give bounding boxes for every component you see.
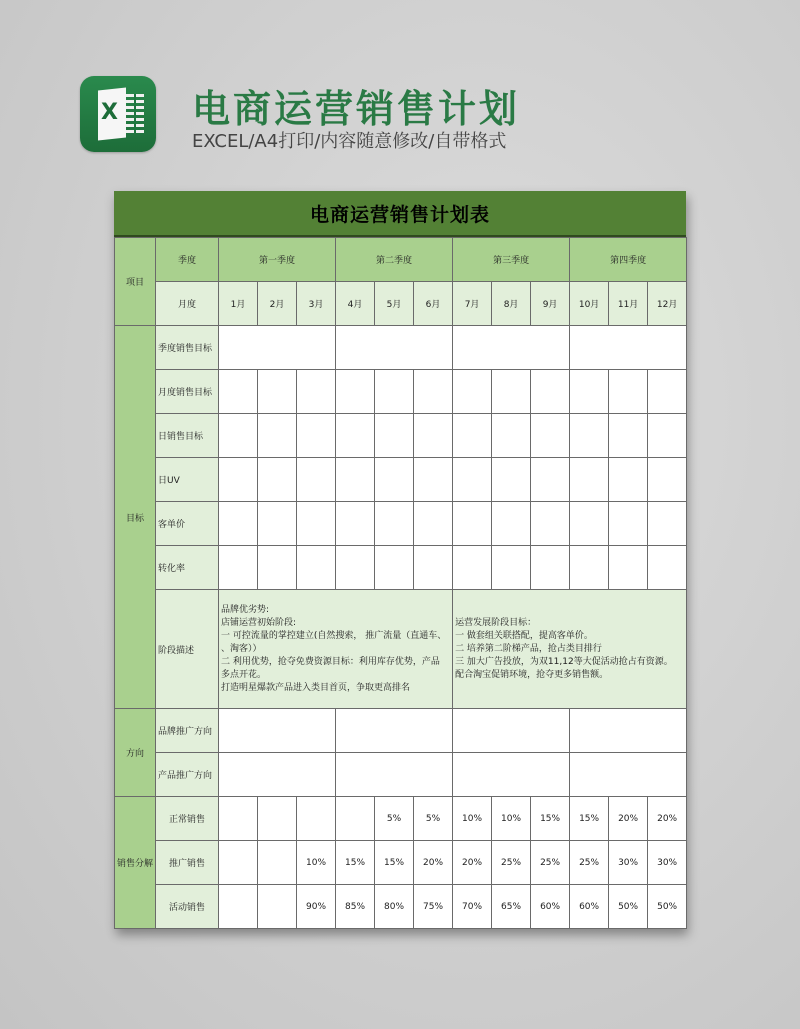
- input-cell[interactable]: [648, 546, 687, 590]
- stage-desc-first-half[interactable]: [219, 590, 453, 709]
- input-cell[interactable]: [219, 546, 258, 590]
- percent-cell[interactable]: 65%: [492, 885, 531, 929]
- excel-letter: X: [101, 100, 118, 125]
- input-cell[interactable]: [336, 414, 375, 458]
- input-cell[interactable]: [219, 753, 336, 797]
- input-cell[interactable]: [531, 502, 570, 546]
- desc-line: 运营发展阶段目标：: [455, 617, 537, 628]
- input-cell[interactable]: [219, 370, 258, 414]
- input-cell[interactable]: [453, 753, 570, 797]
- row-label: 客单价: [156, 502, 219, 546]
- row-label: 产品推广方向: [156, 753, 219, 797]
- input-cell[interactable]: [453, 546, 492, 590]
- percent-cell[interactable]: 25%: [492, 841, 531, 885]
- percent-cell[interactable]: [258, 885, 297, 929]
- input-cell[interactable]: [453, 709, 570, 753]
- input-cell[interactable]: [297, 414, 336, 458]
- input-cell[interactable]: [375, 458, 414, 502]
- percent-cell[interactable]: 50%: [648, 885, 687, 929]
- input-cell[interactable]: [609, 458, 648, 502]
- percent-cell[interactable]: 15%: [531, 797, 570, 841]
- input-cell[interactable]: [570, 709, 687, 753]
- percent-cell[interactable]: [336, 797, 375, 841]
- input-cell[interactable]: [258, 546, 297, 590]
- desc-line: 品牌优劣势:: [221, 604, 270, 615]
- input-cell[interactable]: [336, 546, 375, 590]
- input-cell[interactable]: [336, 370, 375, 414]
- input-cell[interactable]: [609, 370, 648, 414]
- percent-cell[interactable]: 25%: [531, 841, 570, 885]
- quarter-3-header: 第三季度: [453, 238, 570, 282]
- input-cell[interactable]: [258, 458, 297, 502]
- input-cell[interactable]: [570, 414, 609, 458]
- input-cell[interactable]: [375, 414, 414, 458]
- input-cell[interactable]: [258, 370, 297, 414]
- month-label: 月度: [156, 282, 219, 326]
- input-cell[interactable]: [219, 458, 258, 502]
- input-cell[interactable]: [570, 502, 609, 546]
- plan-table: [114, 237, 687, 929]
- input-cell[interactable]: [492, 502, 531, 546]
- percent-cell[interactable]: 20%: [414, 841, 453, 885]
- month-header: 3月: [297, 282, 336, 326]
- percent-cell[interactable]: 80%: [375, 885, 414, 929]
- percent-cell[interactable]: 60%: [570, 885, 609, 929]
- desc-line: 、淘客））: [221, 643, 262, 654]
- percent-cell[interactable]: [258, 797, 297, 841]
- input-cell[interactable]: [609, 502, 648, 546]
- row-label: 正常销售: [156, 797, 219, 841]
- input-cell[interactable]: [336, 709, 453, 753]
- row-label: 季度销售目标: [156, 326, 219, 370]
- input-cell[interactable]: [375, 502, 414, 546]
- input-cell[interactable]: [570, 546, 609, 590]
- month-header: 7月: [453, 282, 492, 326]
- percent-cell[interactable]: 30%: [609, 841, 648, 885]
- row-label: 活动销售: [156, 885, 219, 929]
- month-header: 5月: [375, 282, 414, 326]
- row-label: 月度销售目标: [156, 370, 219, 414]
- percent-cell[interactable]: 5%: [414, 797, 453, 841]
- month-header: 2月: [258, 282, 297, 326]
- input-cell[interactable]: [531, 414, 570, 458]
- percent-cell[interactable]: 20%: [609, 797, 648, 841]
- quarter-1-header: 第一季度: [219, 238, 336, 282]
- input-cell[interactable]: [570, 753, 687, 797]
- percent-cell[interactable]: 10%: [492, 797, 531, 841]
- percent-cell[interactable]: 5%: [375, 797, 414, 841]
- percent-cell[interactable]: 15%: [336, 841, 375, 885]
- percent-cell[interactable]: 10%: [453, 797, 492, 841]
- row-label: 推广销售: [156, 841, 219, 885]
- excel-grid-shape: [126, 94, 144, 134]
- input-cell[interactable]: [648, 458, 687, 502]
- input-cell[interactable]: [414, 458, 453, 502]
- percent-cell[interactable]: [297, 797, 336, 841]
- input-cell[interactable]: [375, 546, 414, 590]
- desc-line: 配合淘宝促销环境，抢夺更多销售额。: [455, 669, 609, 680]
- desc-line: 三 加大广告投放，为双11,12等大促活动抢占有资源。: [455, 656, 673, 667]
- input-cell[interactable]: [453, 326, 570, 370]
- section-breakdown-label: 销售分解: [115, 797, 156, 929]
- percent-cell[interactable]: 20%: [453, 841, 492, 885]
- input-cell[interactable]: [336, 458, 375, 502]
- desc-line: 二 培养第二阶梯产品，抢占类目排行: [455, 643, 602, 654]
- month-header: 10月: [570, 282, 609, 326]
- percent-cell[interactable]: 50%: [609, 885, 648, 929]
- desc-line: 打造明星爆款产品进入类目首页，争取更高排名: [221, 682, 411, 693]
- input-cell[interactable]: [453, 502, 492, 546]
- input-cell[interactable]: [453, 458, 492, 502]
- percent-cell[interactable]: 90%: [297, 885, 336, 929]
- input-cell[interactable]: [492, 414, 531, 458]
- percent-cell[interactable]: 60%: [531, 885, 570, 929]
- percent-cell[interactable]: [219, 885, 258, 929]
- input-cell[interactable]: [219, 414, 258, 458]
- month-header: 12月: [648, 282, 687, 326]
- month-header: 1月: [219, 282, 258, 326]
- input-cell[interactable]: [570, 370, 609, 414]
- desc-line: 一 做套组关联搭配，提高客单价。: [455, 630, 593, 641]
- desc-line: 店铺运营初始阶段:: [221, 617, 297, 628]
- percent-cell[interactable]: 10%: [297, 841, 336, 885]
- input-cell[interactable]: [297, 546, 336, 590]
- row-label: 转化率: [156, 546, 219, 590]
- input-cell[interactable]: [648, 370, 687, 414]
- input-cell[interactable]: [375, 370, 414, 414]
- month-header: 4月: [336, 282, 375, 326]
- input-cell[interactable]: [531, 370, 570, 414]
- percent-cell[interactable]: [219, 841, 258, 885]
- section-direction-label: 方向: [115, 709, 156, 797]
- percent-cell[interactable]: 15%: [570, 797, 609, 841]
- input-cell[interactable]: [219, 326, 336, 370]
- input-cell[interactable]: [336, 502, 375, 546]
- quarter-4-header: 第四季度: [570, 238, 687, 282]
- input-cell[interactable]: [219, 502, 258, 546]
- input-cell[interactable]: [570, 458, 609, 502]
- input-cell[interactable]: [453, 414, 492, 458]
- spreadsheet: [114, 191, 686, 929]
- row-label: 阶段描述: [156, 590, 219, 709]
- desc-line: 多点开花。: [221, 669, 267, 680]
- input-cell[interactable]: [648, 502, 687, 546]
- percent-cell[interactable]: 85%: [336, 885, 375, 929]
- input-cell[interactable]: [531, 458, 570, 502]
- input-cell[interactable]: [414, 546, 453, 590]
- sheet-title: 电商运营销售计划表: [114, 191, 686, 237]
- input-cell[interactable]: [609, 414, 648, 458]
- quarter-2-header: 第二季度: [336, 238, 453, 282]
- month-header: 11月: [609, 282, 648, 326]
- desc-line: 二 利用优势，抢夺免费资源目标：利用库存优势，产品: [221, 656, 440, 667]
- input-cell[interactable]: [336, 326, 453, 370]
- percent-cell[interactable]: 20%: [648, 797, 687, 841]
- input-cell[interactable]: [297, 502, 336, 546]
- row-label: 日销售目标: [156, 414, 219, 458]
- hero-subtitle: EXCEL/A4打印/内容随意修改/自带格式: [192, 131, 507, 152]
- input-cell[interactable]: [258, 414, 297, 458]
- section-goal-label: 目标: [115, 326, 156, 709]
- desc-line: 一 可控流量的掌控建立(自然搜索， 推广流量（直通车、: [221, 630, 447, 641]
- hero-banner: [80, 76, 580, 156]
- input-cell[interactable]: [492, 458, 531, 502]
- input-cell[interactable]: [414, 414, 453, 458]
- input-cell[interactable]: [414, 370, 453, 414]
- input-cell[interactable]: [453, 370, 492, 414]
- input-cell[interactable]: [492, 370, 531, 414]
- row-label: 品牌推广方向: [156, 709, 219, 753]
- percent-cell[interactable]: 25%: [570, 841, 609, 885]
- stage-desc-second-half[interactable]: [453, 590, 687, 709]
- input-cell[interactable]: [570, 326, 687, 370]
- percent-cell[interactable]: 70%: [453, 885, 492, 929]
- hero-title: 电商运营销售计划: [192, 87, 521, 131]
- input-cell[interactable]: [297, 370, 336, 414]
- excel-icon: [80, 76, 156, 152]
- percent-cell[interactable]: 75%: [414, 885, 453, 929]
- input-cell[interactable]: [531, 546, 570, 590]
- input-cell[interactable]: [492, 546, 531, 590]
- month-header: 6月: [414, 282, 453, 326]
- input-cell[interactable]: [219, 709, 336, 753]
- quarter-label: 季度: [156, 238, 219, 282]
- input-cell[interactable]: [297, 458, 336, 502]
- input-cell[interactable]: [648, 414, 687, 458]
- project-label: 项目: [115, 238, 156, 326]
- percent-cell[interactable]: [219, 797, 258, 841]
- input-cell[interactable]: [336, 753, 453, 797]
- input-cell[interactable]: [258, 502, 297, 546]
- month-header: 8月: [492, 282, 531, 326]
- percent-cell[interactable]: 15%: [375, 841, 414, 885]
- month-header: 9月: [531, 282, 570, 326]
- input-cell[interactable]: [414, 502, 453, 546]
- input-cell[interactable]: [609, 546, 648, 590]
- percent-cell[interactable]: [258, 841, 297, 885]
- row-label: 日UV: [156, 458, 219, 502]
- percent-cell[interactable]: 30%: [648, 841, 687, 885]
